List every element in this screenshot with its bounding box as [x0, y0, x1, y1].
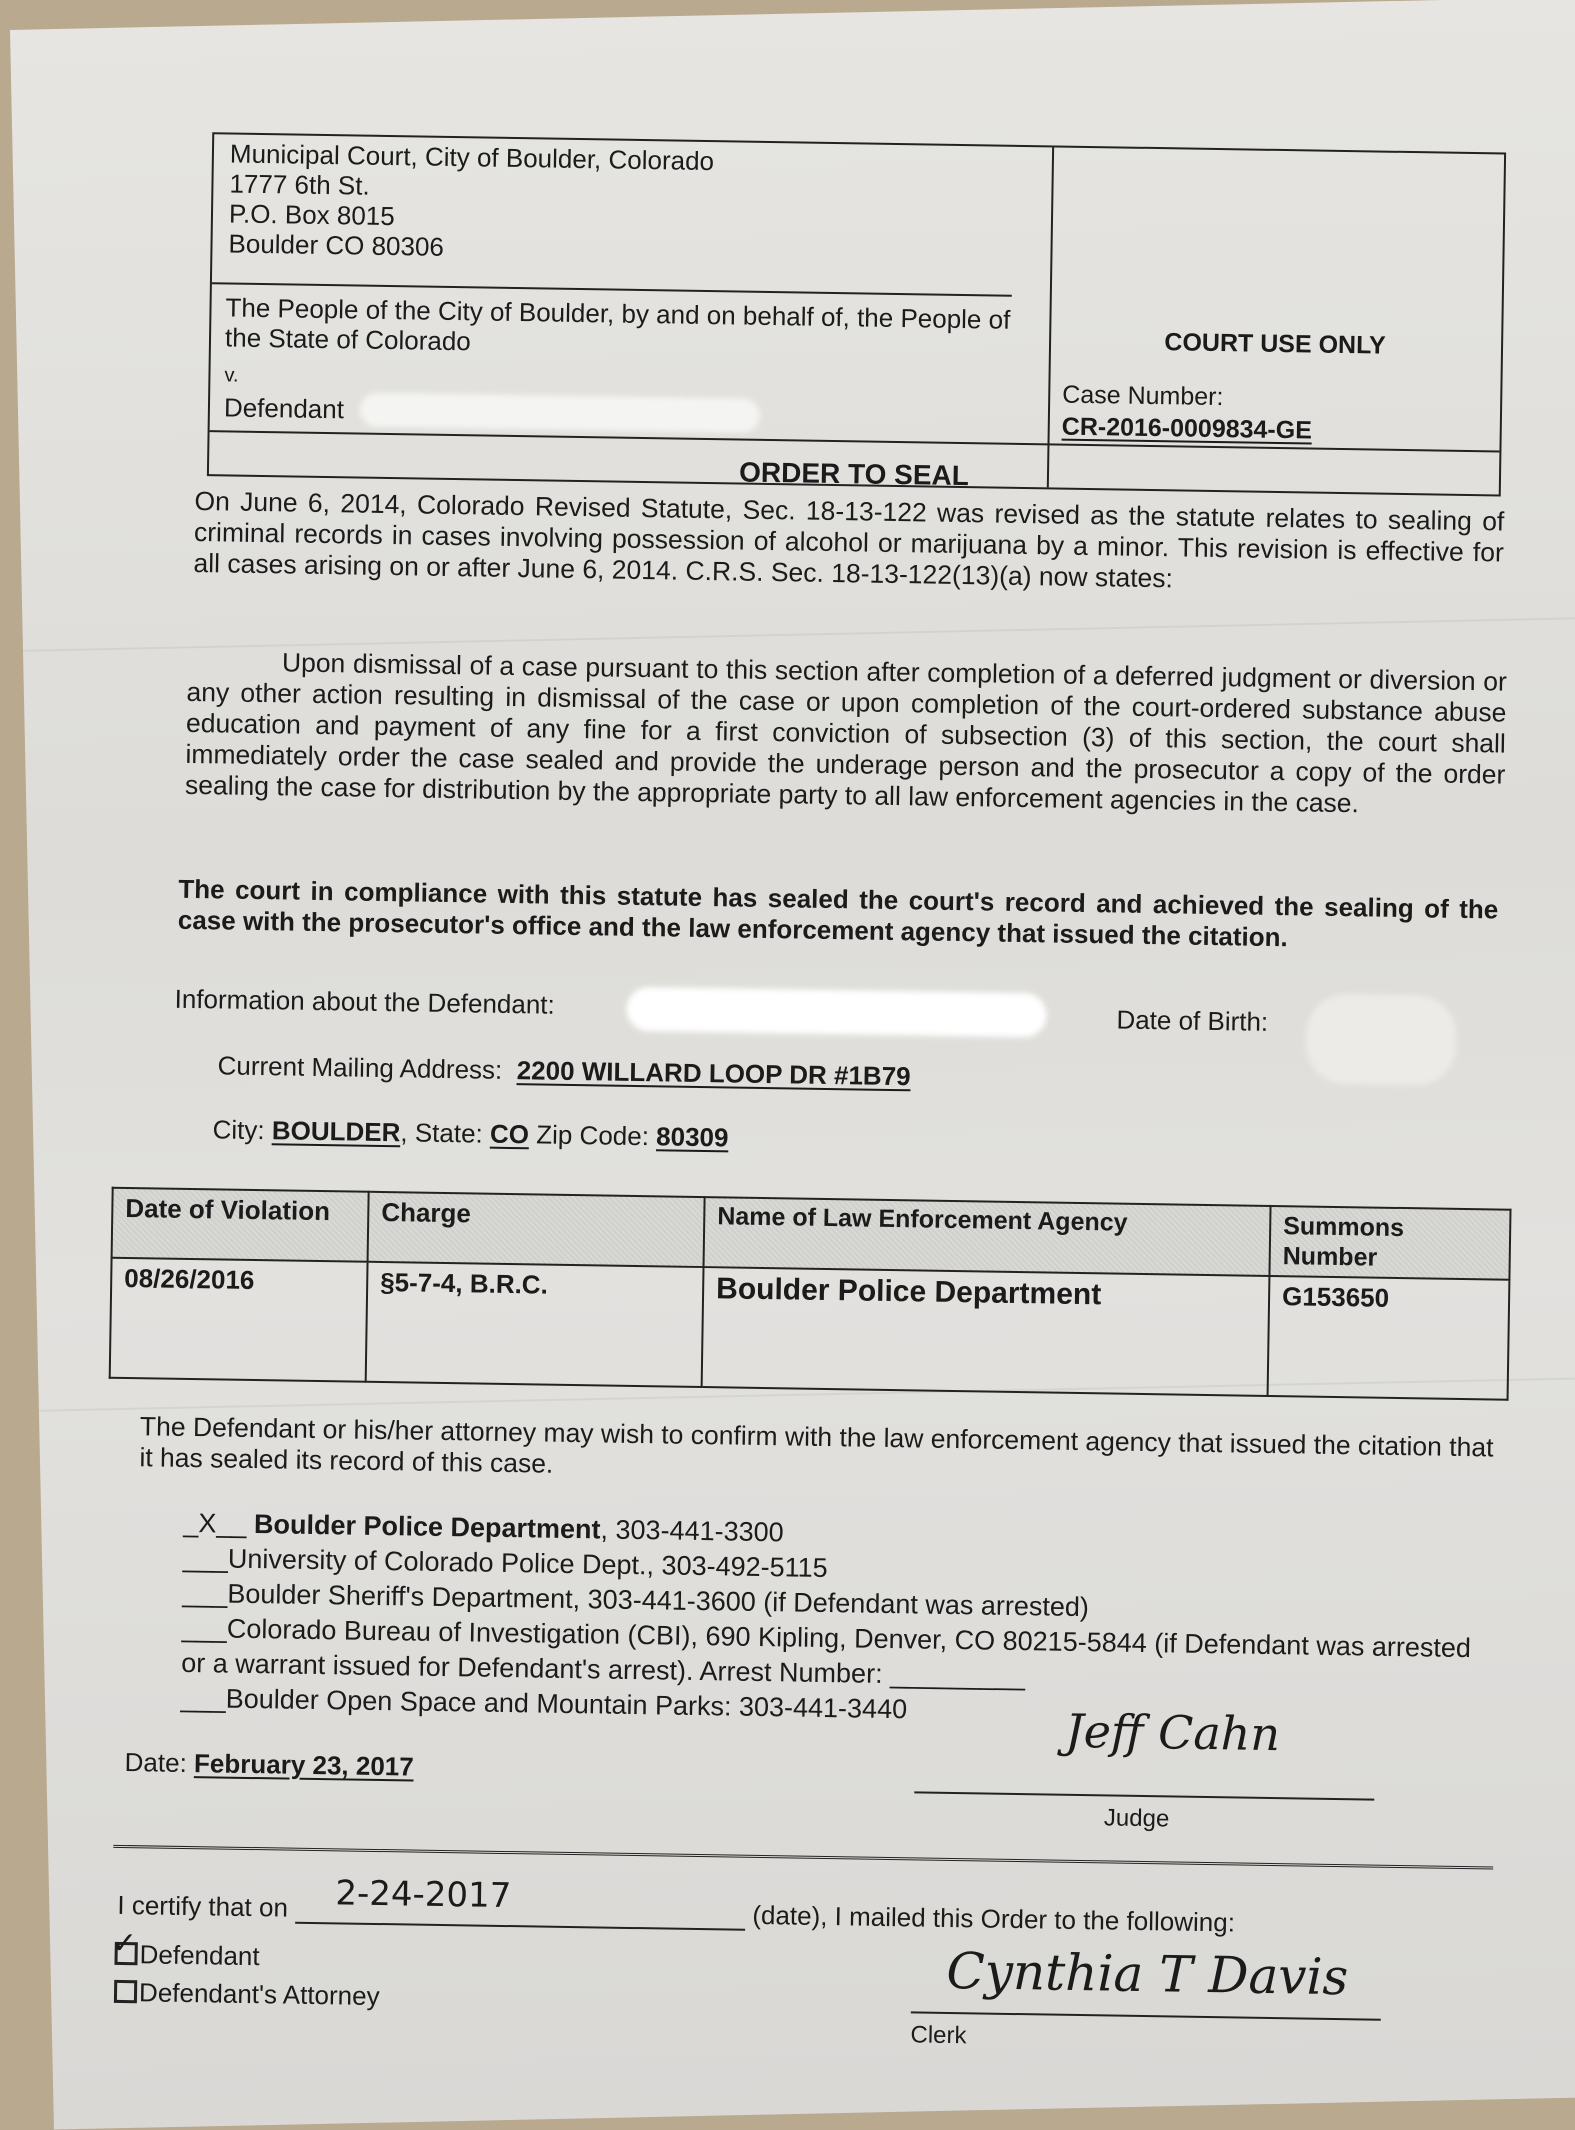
- certify-prefix: I certify that on: [117, 1889, 289, 1923]
- summons-number: G153650: [1268, 1276, 1510, 1400]
- case-number-label: Case Number:: [1062, 380, 1224, 412]
- city-row: City: BOULDER, State: CO Zip Code: 80309: [212, 1114, 729, 1153]
- dob-field: [1116, 1005, 1268, 1038]
- intro-paragraph: On June 6, 2014, Colorado Revised Statute, Sec. 18-13-122 was revised as the statute relates to sealing of criminal records in cases involving possession of alcohol or marijuana by a minor. This revision is effective for all cases arising on or after June 6, 2014. C.R.S. Sec. 18-13-122(13)(a) now states:: [193, 485, 1505, 594]
- versus: v.: [224, 364, 239, 387]
- check-blank: ___: [181, 1612, 228, 1644]
- agency-detail: , 303-441-3300: [600, 1514, 784, 1548]
- parties: The People of the City of Boulder, by and on behalf of, the People of the State of Colorado: [224, 292, 1011, 357]
- court-address: [228, 138, 714, 266]
- divider: [113, 1845, 1493, 1870]
- defendant-label: Defendant: [223, 392, 345, 425]
- court-po-box: P.O. Box 8015: [228, 198, 395, 232]
- violation-table: [109, 1187, 1512, 1401]
- table-row: [110, 1258, 1510, 1400]
- agency-name: Boulder Police Department: [702, 1267, 1270, 1396]
- agency-detail: Colorado Bureau of Investigation (CBI), 690 Kipling, Denver, CO 80215-5844 (if Defendant was arrested or a warrant issued for Defendant's arrest). Arrest Number: _________: [180, 1613, 1472, 1692]
- option-label: Defendant: [139, 1939, 260, 1972]
- column-header: Summons Number: [1269, 1206, 1510, 1280]
- clerk-label: Clerk: [910, 2021, 967, 2050]
- state-value: CO: [489, 1118, 530, 1150]
- court-street: 1777 6th St.: [229, 168, 370, 201]
- option-attorney[interactable]: [114, 1977, 380, 2012]
- check-blank: ___: [182, 1577, 228, 1609]
- city-value: BOULDER: [271, 1115, 401, 1148]
- zip-label: Zip Code:: [535, 1119, 650, 1152]
- column-header: Date of Violation: [112, 1188, 369, 1262]
- order-date-row: [124, 1747, 414, 1783]
- column-header: Name of Law Enforcement Agency: [704, 1197, 1271, 1276]
- mailing-address-row: [217, 1050, 911, 1092]
- agency-list: [180, 1506, 1503, 1737]
- redaction: [1305, 993, 1456, 1085]
- judge-label: Judge: [1103, 1804, 1170, 1833]
- clerk-signature: Cynthia T Davis: [946, 1941, 1349, 2007]
- compliance-paragraph: The court in compliance with this statute has sealed the court's record and achieved the sealing of the case with the prosecutor's office and the law enforcement agency that issued the citation.: [177, 873, 1499, 953]
- certify-date: 2-24-2017: [335, 1873, 512, 1917]
- order-date: February 23, 2017: [193, 1748, 414, 1782]
- statute-quote: Upon dismissal of a case pursuant to this section after completion of a deferred judgment or diversion or any other action resulting in dismissal of the case or upon completion of the court-ordered substance abuse education and payment of any fine for a first conviction of subsection (3) of this section, the court shall immediately order the case sealed and provide the underage person and the prosecutor a copy of the order sealing the case for distribution by the appropriate party to all law enforcement agencies in the case.: [184, 647, 1508, 819]
- check-mark: _X__: [183, 1507, 247, 1539]
- address-value: 2200 WILLARD LOOP DR #1B79: [516, 1055, 911, 1092]
- option-label: Defendant's Attorney: [138, 1977, 380, 2012]
- redaction: [626, 987, 1047, 1038]
- state-label: State:: [414, 1117, 484, 1149]
- date-label: Date:: [124, 1747, 188, 1778]
- city-label: City:: [212, 1114, 265, 1146]
- certify-row: [117, 1873, 1236, 1939]
- court-use-only: COURT USE ONLY: [1164, 328, 1386, 360]
- violation-date: 08/26/2016: [110, 1258, 368, 1382]
- agency-detail: Boulder Sheriff's Department, 303-441-3600 (if Defendant was arrested): [227, 1578, 1090, 1623]
- confirm-text: The Defendant or his/her attorney may wish to confirm with the law enforcement agency that issued the citation that it has sealed its record of this case.: [139, 1411, 1494, 1479]
- charge: §5-7-4, B.R.C.: [366, 1262, 704, 1387]
- defendant-info-label: Information about the Defendant:: [174, 983, 556, 1020]
- checkbox-icon[interactable]: [114, 1980, 137, 2003]
- page-title: ORDER TO SEAL: [738, 456, 970, 492]
- agency-detail: University of Colorado Police Dept., 303-492-5115: [227, 1543, 828, 1584]
- certify-suffix: (date), I mailed this Order to the following:: [752, 1899, 1236, 1938]
- judge-signature: Jeff Cahn: [1064, 1703, 1281, 1762]
- zip-value: 80309: [655, 1121, 729, 1153]
- option-defendant[interactable]: [111, 1926, 260, 1972]
- address-label: Current Mailing Address:: [217, 1050, 503, 1085]
- agency-name: Boulder Police Department: [253, 1509, 601, 1545]
- caption-box: [207, 132, 1506, 496]
- check-blank: ___: [180, 1682, 226, 1714]
- case-number: CR-2016-0009834-GE: [1061, 412, 1313, 445]
- dob-label: Date of Birth:: [1116, 1004, 1269, 1037]
- court-name: Municipal Court, City of Boulder, Colorado: [229, 138, 715, 177]
- check-blank: ___: [182, 1542, 229, 1574]
- court-city-zip: Boulder CO 80306: [228, 228, 445, 262]
- column-header: Charge: [368, 1192, 705, 1267]
- checkbox-checked-icon[interactable]: ✓: [114, 1942, 137, 1965]
- redaction: [360, 393, 760, 433]
- agency-detail: Boulder Open Space and Mountain Parks: 303-441-3440: [225, 1683, 908, 1725]
